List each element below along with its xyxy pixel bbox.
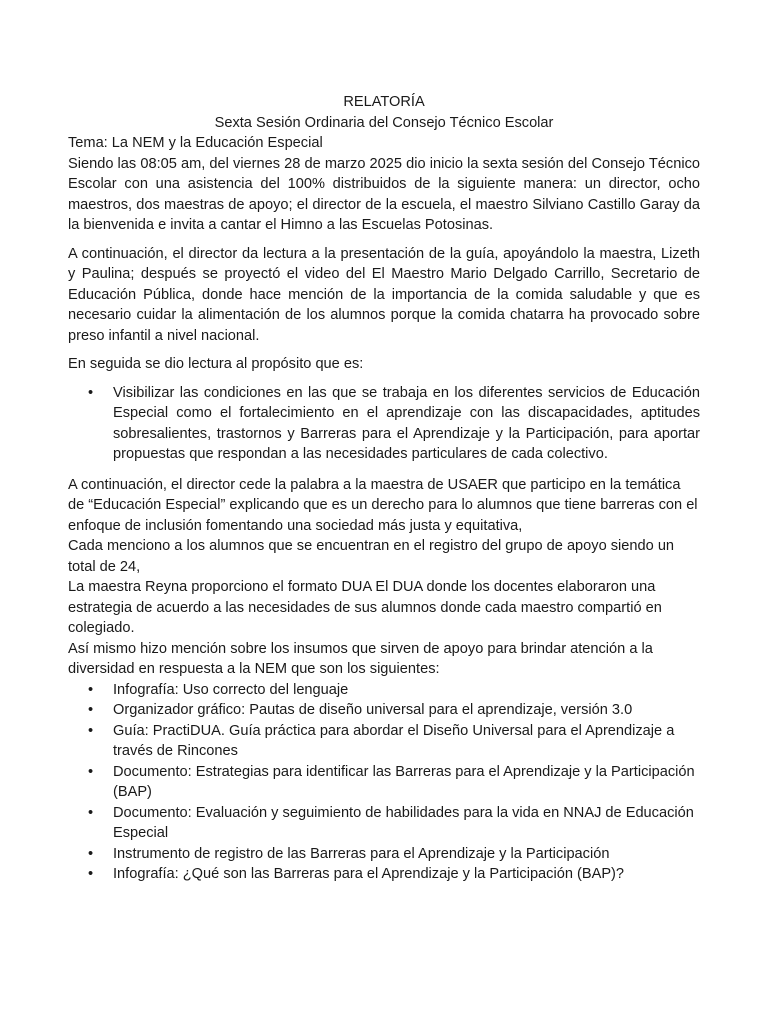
resources-list [68, 680, 700, 885]
paragraph-usaer: A continuación, el director cede la palabra a la maestra de USAER que participo en la temática de “Educación Especial” explicando que es un derecho para lo alumnos que tiene barreras con el enfoque de inclusión fomentando una sociedad más justa y equitativa, [68, 476, 698, 534]
purpose-list [68, 383, 700, 465]
paragraph-purpose-intro: En seguida se dio lectura al propósito que es: [68, 356, 364, 372]
paragraph-dua-format: La maestra Reyna proporciono el formato DUA El DUA donde los docentes elaboraron una estrategia de acuerdo a las necesidades de sus alumnos donde cada maestro compartió en colegiado. [68, 579, 662, 636]
list-item: • Visibilizar las condiciones en las que se trabaja en los diferentes servicios de Educación Especial como el fortalecimiento en el aprendizaje con las discapacidades, aptitudes sobresalientes, trastornos y Barreras para el Aprendizaje y la Participación, para aportar propuestas que respondan a las necesidades particulares de cada colectivo. [68, 383, 700, 465]
paragraph-opening: Siendo las 08:05 am, del viernes 28 de marzo 2025 dio inicio la sexta sesión del Consejo Técnico Escolar con una asistencia del 100% distribuidos de la siguiente manera: un director, ocho maestros, dos maestras de apoyo; el director de la escuela, el maestro Silviano Castillo Garay da la bienvenida e invita a cantar el Himno a las Escuelas Potosinas. [68, 155, 700, 233]
document-page [68, 92, 700, 885]
document-topic: Tema: La NEM y la Educación Especial [68, 135, 323, 151]
document-subtitle: Sexta Sesión Ordinaria del Consejo Técnico Escolar [214, 114, 554, 131]
paragraph-resources-intro: Así mismo hizo mención sobre los insumos que sirven de apoyo para brindar atención a la diversidad en respuesta a la NEM que son los siguientes: [68, 640, 653, 677]
list-item: • Infografía: Uso correcto del lenguaje [68, 680, 700, 701]
paragraph-guide-reading: A continuación, el director da lectura a la presentación de la guía, apoyándolo la maestra, Lizeth y Paulina; después se proyectó el video del El Maestro Mario Delgado Carrillo, Secretario de Educación Pública, donde hace mención de la importancia de la comida saludable y que es necesario cuidar la alimentación de los alumnos porque la comida chatarra ha provocado sobre preso infantil a nivel nacional. [68, 245, 700, 344]
list-item: • Infografía: ¿Qué son las Barreras para el Aprendizaje y la Participación (BAP)? [68, 864, 700, 885]
list-item: • Documento: Estrategias para identificar las Barreras para el Aprendizaje y la Participación (BAP) [68, 762, 700, 803]
list-item: • Organizador gráfico: Pautas de diseño universal para el aprendizaje, versión 3.0 [68, 700, 700, 721]
paragraph-support-group: Cada menciono a los alumnos que se encuentran en el registro del grupo de apoyo siendo un total de 24, [68, 538, 675, 575]
document-title: RELATORÍA [343, 94, 425, 110]
list-item: • Guía: PractiDUA. Guía práctica para abordar el Diseño Universal para el Aprendizaje a través de Rincones [68, 721, 700, 762]
list-item: • Instrumento de registro de las Barreras para el Aprendizaje y la Participación [68, 844, 700, 865]
list-item: • Documento: Evaluación y seguimiento de habilidades para la vida en NNAJ de Educación Especial [68, 803, 700, 844]
